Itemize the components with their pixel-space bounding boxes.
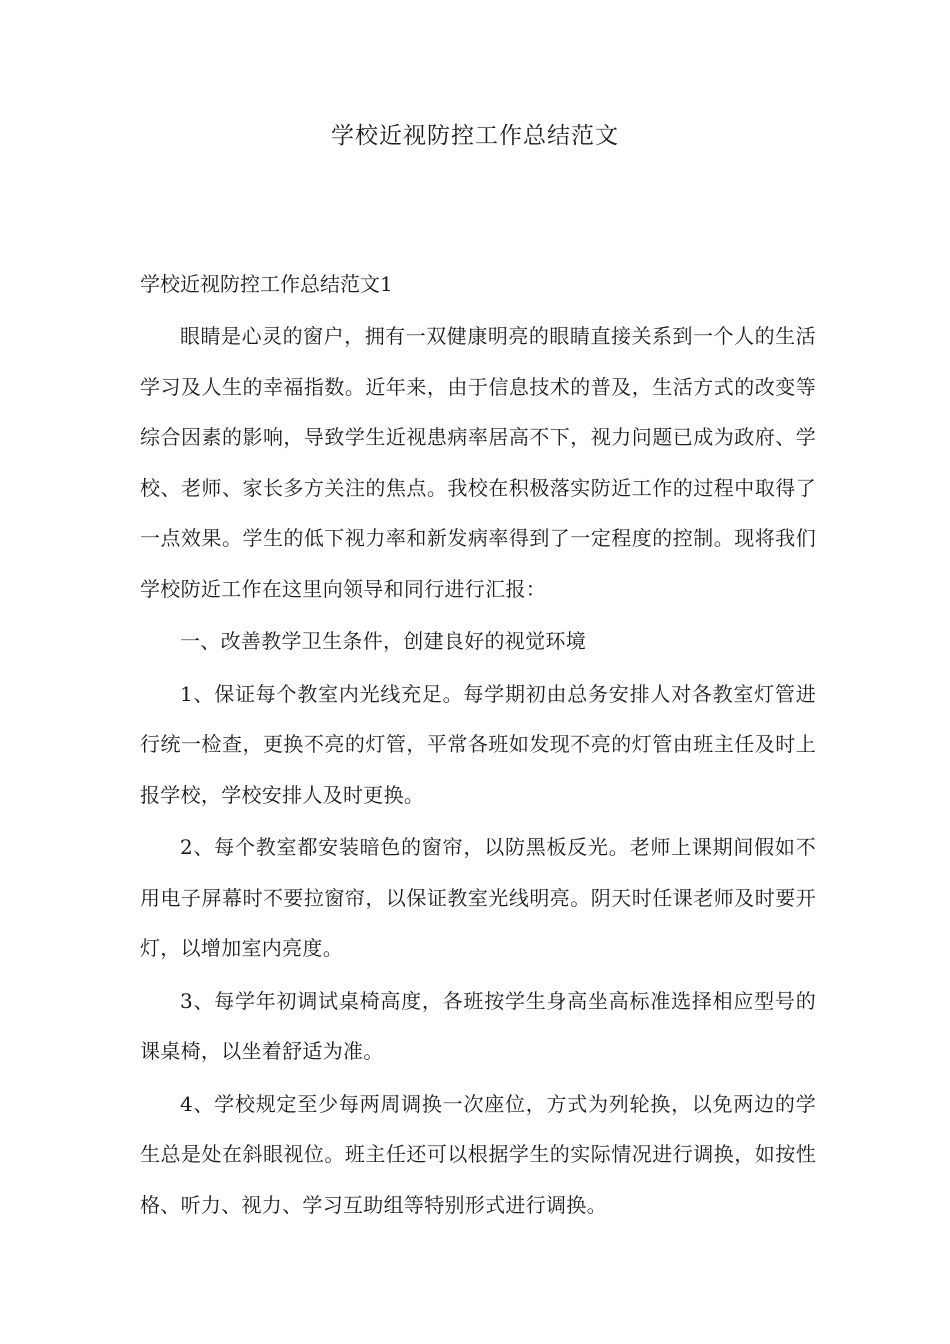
paragraph-item-1: 1、保证每个教室内光线充足。每学期初由总务安排人对各教室灯管进行统一检查，更换不亮的灯管，平常各班如发现不亮的灯管由班主任及时上报学校，学校安排人及时更换。: [140, 681, 816, 807]
document-title: 学校近视防控工作总结范文: [331, 123, 619, 149]
paragraph-heading-1: 一、改善教学卫生条件，创建良好的视觉环境: [180, 629, 586, 653]
paragraph-intro: 眼睛是心灵的窗户，拥有一双健康明亮的眼睛直接关系到一个人的生活学习及人生的幸福指数。近年来，由于信息技术的普及，生活方式的改变等综合因素的影响，导致学生近视患病率居高不下，视力问题已成为政府、学校、老师、家长多方关注的焦点。我校在积极落实防近工作的过程中取得了一点效果。学生的低下视力率和新发病率得到了一定程度的控制。现将我们学校防近工作在这里向领导和同行进行汇报：: [140, 324, 816, 601]
paragraph-item-3: 3、每学年初调试桌椅高度，各班按学生身高坐高标准选择相应型号的课桌椅，以坐着舒适为准。: [140, 988, 816, 1063]
paragraph-item-4: 4、学校规定至少每两周调换一次座位，方式为列轮换，以免两边的学生总是处在斜眼视位。班主任还可以根据学生的实际情况进行调换，如按性格、听力、视力、学习互助组等特别形式进行调换。: [140, 1091, 816, 1217]
paragraph-item-2: 2、每个教室都安装暗色的窗帘，以防黑板反光。老师上课期间假如不用电子屏幕时不要拉窗帘，以保证教室光线明亮。阴天时任课老师及时要开灯，以增加室内亮度。: [140, 835, 816, 960]
section-heading: 学校近视防控工作总结范文1: [140, 272, 393, 296]
document-body: [140, 311, 816, 1232]
